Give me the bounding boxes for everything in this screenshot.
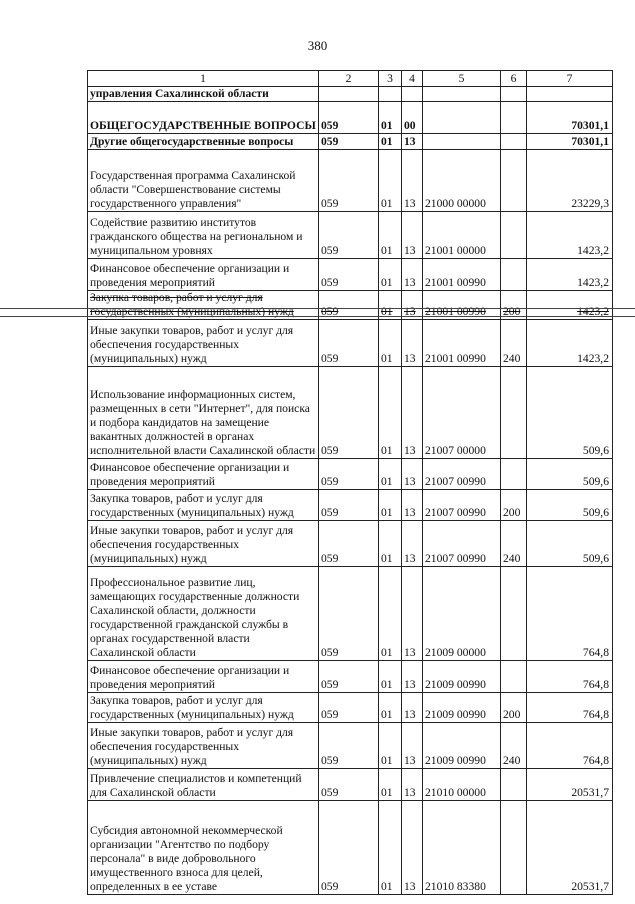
row-label: управления Сахалинской области xyxy=(88,87,319,102)
cell-code: 059 xyxy=(319,459,379,490)
cell-vr: 200 xyxy=(501,490,527,521)
cell-csr: 21009 00990 xyxy=(423,693,501,723)
cell-sub: 13 xyxy=(402,459,423,490)
cell-sec: 01 xyxy=(379,320,402,367)
cell-sum: 764,8 xyxy=(527,723,613,769)
table-row xyxy=(88,661,613,693)
cell-csr: 21000 00000 xyxy=(423,150,501,212)
cell-sec: 01 xyxy=(379,490,402,521)
cell-csr: 21009 00990 xyxy=(423,723,501,769)
cell-sum: 70301,1 xyxy=(527,134,613,150)
cell-sum: 764,8 xyxy=(527,693,613,723)
cell-vr xyxy=(501,259,527,291)
row-label: Субсидия автономной некоммерческой организации "Агентство по подбору персонала" в виде добровольного имущественного взноса для целей, определенных в ее уставе xyxy=(88,801,319,895)
column-header: 7 xyxy=(527,71,613,87)
cell-vr xyxy=(501,212,527,259)
table-row xyxy=(88,490,613,521)
table-row xyxy=(88,367,613,459)
cell-code: 059 xyxy=(319,567,379,661)
cell-code: 059 xyxy=(319,102,379,134)
table-row xyxy=(88,87,613,102)
cell-vr: 240 xyxy=(501,521,527,567)
cell-sum: 20531,7 xyxy=(527,801,613,895)
cell-sec: 01 xyxy=(379,693,402,723)
cell-sum: 509,6 xyxy=(527,490,613,521)
table-row xyxy=(88,150,613,212)
cell-sum: 23229,3 xyxy=(527,150,613,212)
cell-code: 059 xyxy=(319,150,379,212)
column-header: 3 xyxy=(379,71,402,87)
cell-sec: 01 xyxy=(379,367,402,459)
cell-csr: 21001 00990 xyxy=(423,259,501,291)
cell-sub: 13 xyxy=(402,212,423,259)
cell-vr xyxy=(501,459,527,490)
row-label: Иные закупки товаров, работ и услуг для обеспечения государственных (муниципальных) нужд xyxy=(88,320,319,367)
cell-vr: 240 xyxy=(501,723,527,769)
cell-code: 059 xyxy=(319,367,379,459)
cell-vr xyxy=(501,567,527,661)
cell-vr xyxy=(501,801,527,895)
cell-sub: 00 xyxy=(402,102,423,134)
cell-code: 059 xyxy=(319,259,379,291)
cell-csr xyxy=(423,102,501,134)
column-header: 4 xyxy=(402,71,423,87)
cell-sum: 20531,7 xyxy=(527,769,613,801)
cell-csr: 21001 00990 xyxy=(423,291,501,320)
cell-sub: 13 xyxy=(402,259,423,291)
column-header: 2 xyxy=(319,71,379,87)
row-label: Другие общегосударственные вопросы xyxy=(88,134,319,150)
cell-sub: 13 xyxy=(402,723,423,769)
cell-code: 059 xyxy=(319,291,379,320)
cell-csr: 21007 00990 xyxy=(423,459,501,490)
cell-sub: 13 xyxy=(402,367,423,459)
row-label: Содействие развитию институтов гражданского общества на региональном и муниципальном уровнях xyxy=(88,212,319,259)
cell-sum: 1423,2 xyxy=(527,291,613,320)
cell-vr xyxy=(501,661,527,693)
cell-sec: 01 xyxy=(379,150,402,212)
cell-vr xyxy=(501,150,527,212)
scan-artifact-line xyxy=(0,308,635,309)
cell-sec: 01 xyxy=(379,801,402,895)
table-row xyxy=(88,259,613,291)
cell-sub: 13 xyxy=(402,567,423,661)
cell-csr: 21009 00000 xyxy=(423,567,501,661)
cell-csr xyxy=(423,87,501,102)
cell-vr xyxy=(501,367,527,459)
scan-artifact-line xyxy=(0,316,635,317)
cell-code: 059 xyxy=(319,490,379,521)
cell-sub: 13 xyxy=(402,521,423,567)
cell-sec: 01 xyxy=(379,134,402,150)
cell-sum xyxy=(527,87,613,102)
table-row xyxy=(88,723,613,769)
cell-code: 059 xyxy=(319,801,379,895)
row-label: ОБЩЕГОСУДАРСТВЕННЫЕ ВОПРОСЫ xyxy=(88,102,319,134)
cell-vr xyxy=(501,769,527,801)
column-header: 5 xyxy=(423,71,501,87)
cell-code: 059 xyxy=(319,723,379,769)
row-label: Закупка товаров, работ и услуг для государственных (муниципальных) нужд xyxy=(88,490,319,521)
cell-sub: 13 xyxy=(402,291,423,320)
table-row xyxy=(88,102,613,134)
cell-sec: 01 xyxy=(379,567,402,661)
cell-sum: 764,8 xyxy=(527,661,613,693)
page-number: 380 xyxy=(307,38,328,53)
cell-code: 059 xyxy=(319,320,379,367)
cell-sec: 01 xyxy=(379,102,402,134)
row-label: Профессиональное развитие лиц, замещающих государственные должности Сахалинской области, должности государственной гражданской службы в органах государственной власти Сахалинской области xyxy=(88,567,319,661)
table-row xyxy=(88,320,613,367)
cell-sub: 13 xyxy=(402,134,423,150)
row-label: Закупка товаров, работ и услуг для государственных (муниципальных) нужд xyxy=(88,693,319,723)
column-header: 1 xyxy=(88,71,319,87)
row-label: Иные закупки товаров, работ и услуг для обеспечения государственных (муниципальных) нужд xyxy=(88,723,319,769)
table-row xyxy=(88,769,613,801)
cell-csr xyxy=(423,134,501,150)
cell-sum: 509,6 xyxy=(527,367,613,459)
cell-vr: 240 xyxy=(501,320,527,367)
cell-sum: 509,6 xyxy=(527,521,613,567)
cell-code: 059 xyxy=(319,693,379,723)
cell-sec: 01 xyxy=(379,259,402,291)
cell-code: 059 xyxy=(319,521,379,567)
row-label: Финансовое обеспечение организации и проведения мероприятий xyxy=(88,661,319,693)
row-label: Финансовое обеспечение организации и проведения мероприятий xyxy=(88,259,319,291)
row-label: Закупка товаров, работ и услуг для государственных (муниципальных) нужд xyxy=(88,291,319,320)
table-row xyxy=(88,521,613,567)
cell-code: 059 xyxy=(319,769,379,801)
cell-csr: 21007 00000 xyxy=(423,367,501,459)
table-row xyxy=(88,693,613,723)
cell-sub: 13 xyxy=(402,661,423,693)
cell-csr: 21007 00990 xyxy=(423,521,501,567)
table-header-row xyxy=(88,71,613,87)
cell-code: 059 xyxy=(319,134,379,150)
cell-sum: 764,8 xyxy=(527,567,613,661)
cell-vr xyxy=(501,134,527,150)
cell-sec: 01 xyxy=(379,291,402,320)
cell-sec: 01 xyxy=(379,769,402,801)
cell-csr: 21010 00000 xyxy=(423,769,501,801)
row-label: Финансовое обеспечение организации и проведения мероприятий xyxy=(88,459,319,490)
cell-sub: 13 xyxy=(402,801,423,895)
cell-sec: 01 xyxy=(379,212,402,259)
cell-sub: 13 xyxy=(402,150,423,212)
cell-csr: 21001 00000 xyxy=(423,212,501,259)
cell-csr: 21007 00990 xyxy=(423,490,501,521)
budget-table xyxy=(87,70,613,895)
cell-sec: 01 xyxy=(379,723,402,769)
cell-sum: 1423,2 xyxy=(527,259,613,291)
cell-sum: 1423,2 xyxy=(527,320,613,367)
cell-csr: 21009 00990 xyxy=(423,661,501,693)
cell-vr xyxy=(501,87,527,102)
column-header: 6 xyxy=(501,71,527,87)
row-label: Использование информационных систем, размещенных в сети "Интернет", для поиска и подбора кандидатов на замещение вакантных должностей в органах исполнительной власти Сахалинской области xyxy=(88,367,319,459)
cell-csr: 21001 00990 xyxy=(423,320,501,367)
cell-vr: 200 xyxy=(501,693,527,723)
cell-sum: 70301,1 xyxy=(527,102,613,134)
cell-sub: 13 xyxy=(402,320,423,367)
cell-sec: 01 xyxy=(379,521,402,567)
cell-code: 059 xyxy=(319,212,379,259)
cell-sum: 1423,2 xyxy=(527,212,613,259)
table-row xyxy=(88,212,613,259)
cell-vr xyxy=(501,102,527,134)
cell-code: 059 xyxy=(319,661,379,693)
table-row xyxy=(88,567,613,661)
row-label: Привлечение специалистов и компетенций для Сахалинской области xyxy=(88,769,319,801)
row-label: Государственная программа Сахалинской области "Совершенствование системы государственного управления" xyxy=(88,150,319,212)
table-row xyxy=(88,801,613,895)
cell-vr: 200 xyxy=(501,291,527,320)
table-row xyxy=(88,459,613,490)
cell-sub: 13 xyxy=(402,769,423,801)
cell-sec: 01 xyxy=(379,459,402,490)
cell-csr: 21010 83380 xyxy=(423,801,501,895)
cell-sub: 13 xyxy=(402,490,423,521)
row-label: Иные закупки товаров, работ и услуг для обеспечения государственных (муниципальных) нужд xyxy=(88,521,319,567)
cell-sub xyxy=(402,87,423,102)
cell-code xyxy=(319,87,379,102)
cell-sub: 13 xyxy=(402,693,423,723)
cell-sum: 509,6 xyxy=(527,459,613,490)
cell-sec xyxy=(379,87,402,102)
table-row xyxy=(88,134,613,150)
cell-sec: 01 xyxy=(379,661,402,693)
